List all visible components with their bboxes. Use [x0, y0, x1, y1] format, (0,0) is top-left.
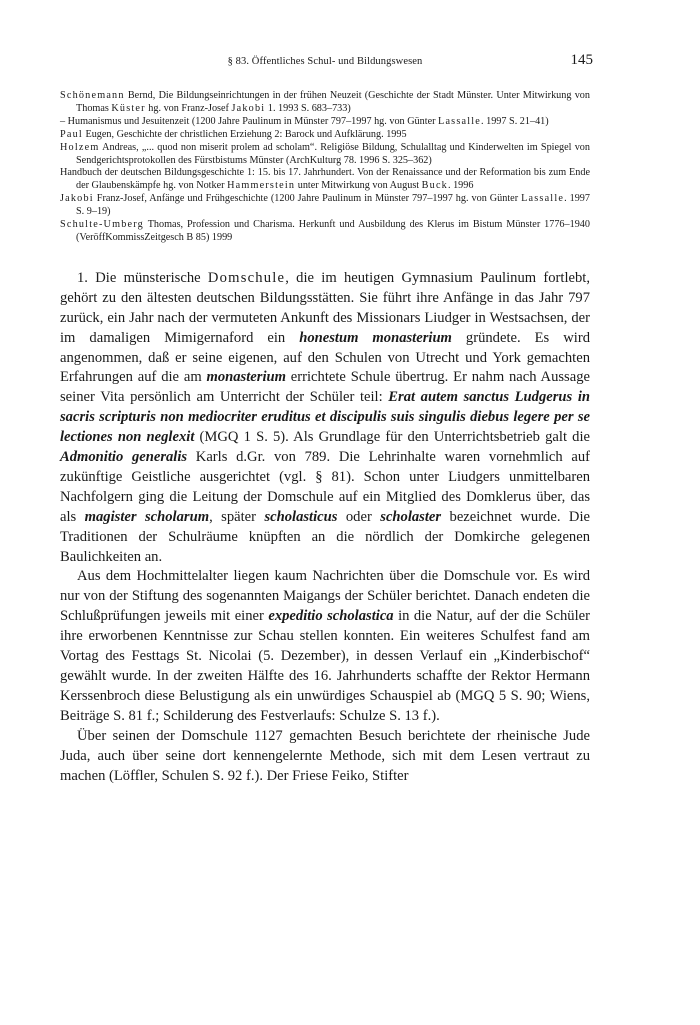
bib-entry: – Humanismus und Jesuitenzeit (1200 Jahre Paulinum in Münster 797–1997 hg. von Günter Lassalle. 1997 S. 21–41) [60, 115, 549, 127]
bib-entry: Holzem Andreas, „... quod non miserit prolem ad scholam“. Religiöse Bildung, Schulalltag und Kinderwelten im Spiegel von Sendgerichtsprotokollen des Fürstbistums Münster (ArchKulturg 78. 1996 S. 325–362) [60, 141, 590, 166]
bib-entry: Jakobi Franz-Josef, Anfänge und Frühgeschichte (1200 Jahre Paulinum in Münster 797–1997 hg. von Günter Lassalle. 1997 S. 9–19) [60, 193, 590, 218]
running-header [60, 52, 593, 74]
page-number: 145 [570, 52, 593, 68]
main-text [60, 269, 590, 787]
book-page [60, 52, 593, 786]
bib-entry: Paul Eugen, Geschichte der christlichen Erziehung 2: Barock und Aufklärung. 1995 [60, 128, 407, 140]
bib-entry: Schönemann Bernd, Die Bildungseinrichtungen in der frühen Neuzeit (Geschichte der Stadt Münster. Unter Mitwirkung von Thomas Küster hg. von Franz-Josef Jakobi 1. 1993 S. 683–733) [60, 90, 590, 114]
paragraph: Aus dem Hochmittelalter liegen kaum Nachrichten über die Domschule vor. Es wird nur von der Stiftung des sogenannten Maigangs der Schüler berichtet. Danach endeten die Schlußprüfungen jeweils mit einer expeditio scholastica in die Natur, auf der die Schüler ihre erworbenen Kenntnisse zur Schau stellen konnten. Ein weiteres Schulfest fand am Vortag des Festtags St. Nicolai (5. Dezember), in dessen Verlauf ein „Kinderbischof“ gewählt wurde. In der zweiten Hälfte des 16. Jahrhunderts schaffte der Rektor Hermann Kerssenbroch diese Belustigung als ein unwürdiges Schauspiel ab (MGQ 5 S. 90; Wiens, Beiträge S. 81 f.; Schilderung des Festverlaufs: Schulze S. 13 f.). [60, 568, 590, 724]
paragraph: 1. Die münsterische Domschule, die im heutigen Gymnasium Paulinum fortlebt, gehört zu den ältesten deutschen Bildungsstätten. Sie führt ihre Anfänge in das Jahr 797 zurück, ein Jahr nach der vermuteten Ankunft des Missionars Liudger in Westsachsen, der im damaligen Mimigernaford ein honestum monasterium gründete. Es wird angenommen, daß er seine eigenen, auf den Schulen von Utrecht und York gemachten Erfahrungen auf die am monasterium errichtete Schule übertrug. Er nahm nach Aussage seiner Vita persönlich am Unterricht der Schüler teil: Erat autem sanctus Ludgerus in sacris scripturis non mediocriter eruditus et discipulis suis singulis diebus legere per se lectiones non neglexit (MGQ 1 S. 5). Als Grundlage für den Unterrichtsbetrieb galt die Admonitio generalis Karls d.Gr. von 789. Die Lehrinhalte waren vornehmlich auf zukünftige Geistliche ausgerichtet (vgl. § 81). Schon unter Liudgers unmittelbaren Nachfolgern ging die Leitung der Domschule auf ein Mitglied des Domklerus über, das als magister scholarum, später scholasticus oder scholaster bezeichnet wurde. Die Traditionen der Schulräume knüpften an die nördlich der Domkirche gelegenen Baulichkeiten an. [60, 269, 591, 565]
paragraph: Über seinen der Domschule 1127 gemachten Besuch berichtete der rheinische Jude Juda, auch über seine dort kennengelernte Methode, sich mit dem Lesen vertraut zu machen (Löffler, Schulen S. 92 f.). Der Friese Feiko, Stifter [60, 727, 590, 784]
bib-entry: Schulte-Umberg Thomas, Profession und Charisma. Herkunft und Ausbildung des Klerus im Bistum Münster 1776–1940 (VeröffKommissZeitgesch B 85) 1999 [60, 219, 590, 243]
bib-entry: Handbuch der deutschen Bildungsgeschichte 1: 15. bis 17. Jahrhundert. Von der Renaissance und der Reformation bis zum Ende der Glaubenskämpfe hg. von Notker Hammerstein unter Mitwirkung von August Buck. 1996 [60, 167, 590, 192]
bibliography [60, 90, 590, 245]
running-title: § 83. Öffentliches Schul- und Bildungswesen [227, 56, 423, 67]
